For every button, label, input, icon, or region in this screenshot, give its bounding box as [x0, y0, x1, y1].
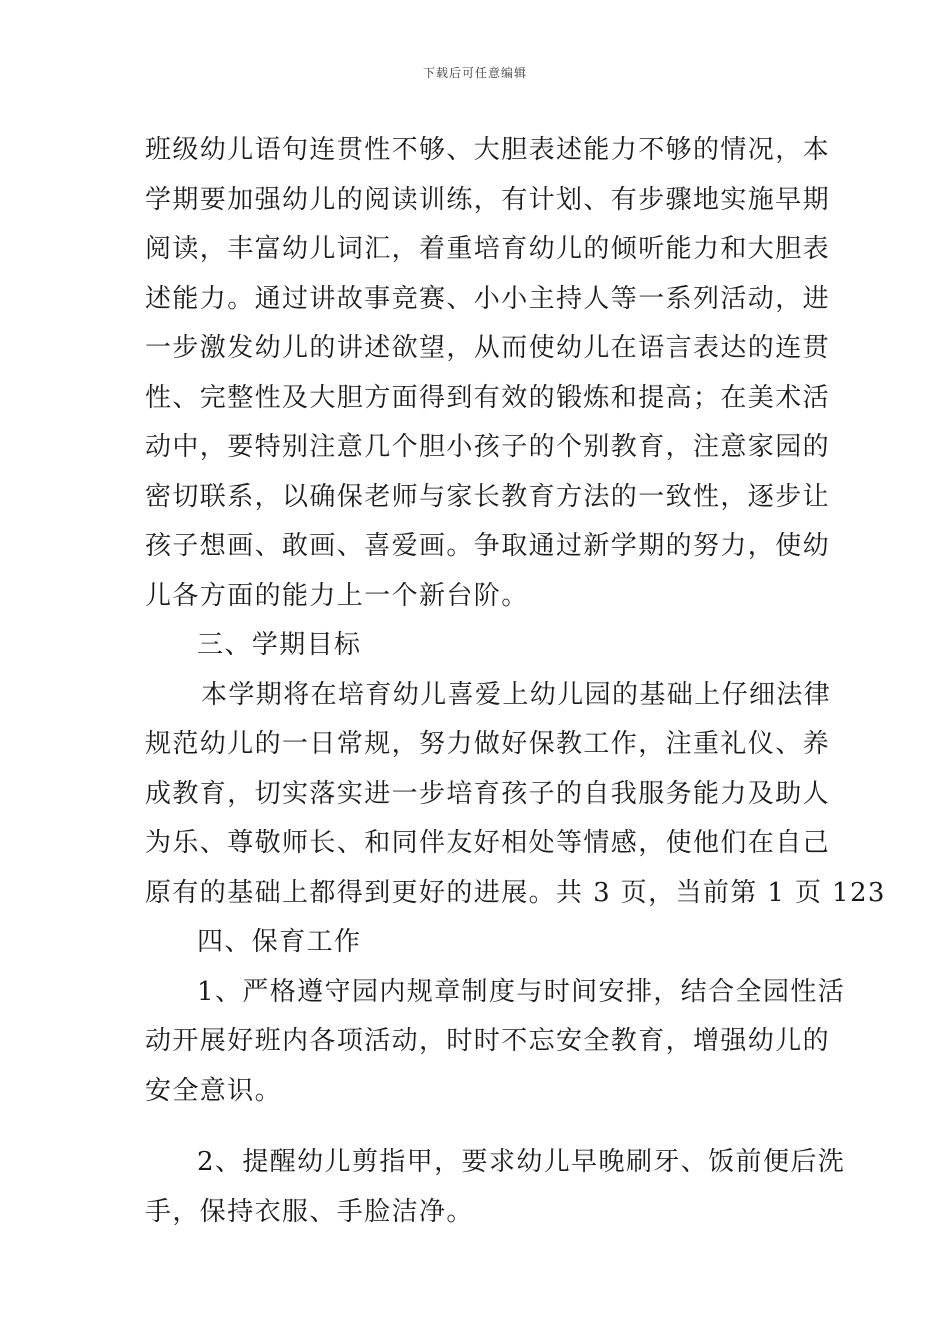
page-header-note: 下载后可任意编辑 — [422, 66, 527, 80]
goals-line: 本学期将在培育幼儿喜爱上幼儿园的基础上仔细法律 — [201, 679, 832, 710]
document-body — [145, 126, 886, 1237]
care-item-1-line: 动开展好班内各项活动，时时不忘安全教育，增强幼儿的 — [145, 1026, 831, 1056]
goals-line: 为乐、尊敬师长、和同伴友好相处等情感，使他们在自己 — [145, 828, 831, 858]
paragraph-line: 儿各方面的能力上一个新台阶。 — [145, 580, 529, 611]
goals-line: 原有的基础上都得到更好的进展。共 3 页，当前第 1 页 123 — [145, 877, 886, 908]
paragraph-line: 学期要加强幼儿的阅读训练，有计划、有步骤地实施早期 — [145, 184, 831, 215]
care-item-1-line: 1、严格遵守园内规章制度与时间安排，结合全园性活 — [197, 976, 846, 1007]
goals-line: 规范幼儿的一日常规，努力做好保教工作，注重礼仪、养 — [145, 729, 831, 759]
paragraph-line: 孩子想画、敢画、喜爱画。争取通过新学期的努力，使幼 — [145, 531, 831, 561]
paragraph-line: 述能力。通过讲故事竞赛、小小主持人等一系列活动，进 — [145, 283, 831, 314]
section-heading-goals: 三、学期目标 — [197, 630, 362, 660]
paragraph-line: 一步激发幼儿的讲述欲望，从而使幼儿在语言表达的连贯 — [145, 333, 831, 363]
paragraph-line: 阅读，丰富幼儿词汇，着重培育幼儿的倾听能力和大胆表 — [145, 234, 831, 264]
paragraph-line: 性、完整性及大胆方面得到有效的锻炼和提高；在美术活 — [145, 382, 831, 413]
goals-line: 成教育，切实落实进一步培育孩子的自我服务能力及助人 — [145, 778, 831, 809]
care-item-2-line: 2、提醒幼儿剪指甲，要求幼儿早晚刷牙、饭前便后洗 — [197, 1147, 846, 1177]
paragraph-line: 班级幼儿语句连贯性不够、大胆表述能力不够的情况，本 — [145, 135, 831, 165]
care-item-1-line: 安全意识。 — [145, 1075, 283, 1106]
care-item-2-line: 手，保持衣服、手脸洁净。 — [145, 1196, 474, 1227]
paragraph-gap — [145, 1116, 815, 1138]
paragraph-line: 密切联系，以确保老师与家长教育方法的一致性，逐步让 — [145, 481, 831, 512]
section-heading-care: 四、保育工作 — [197, 927, 362, 957]
paragraph-line: 动中，要特别注意几个胆小孩子的个别教育，注意家园的 — [145, 432, 831, 462]
